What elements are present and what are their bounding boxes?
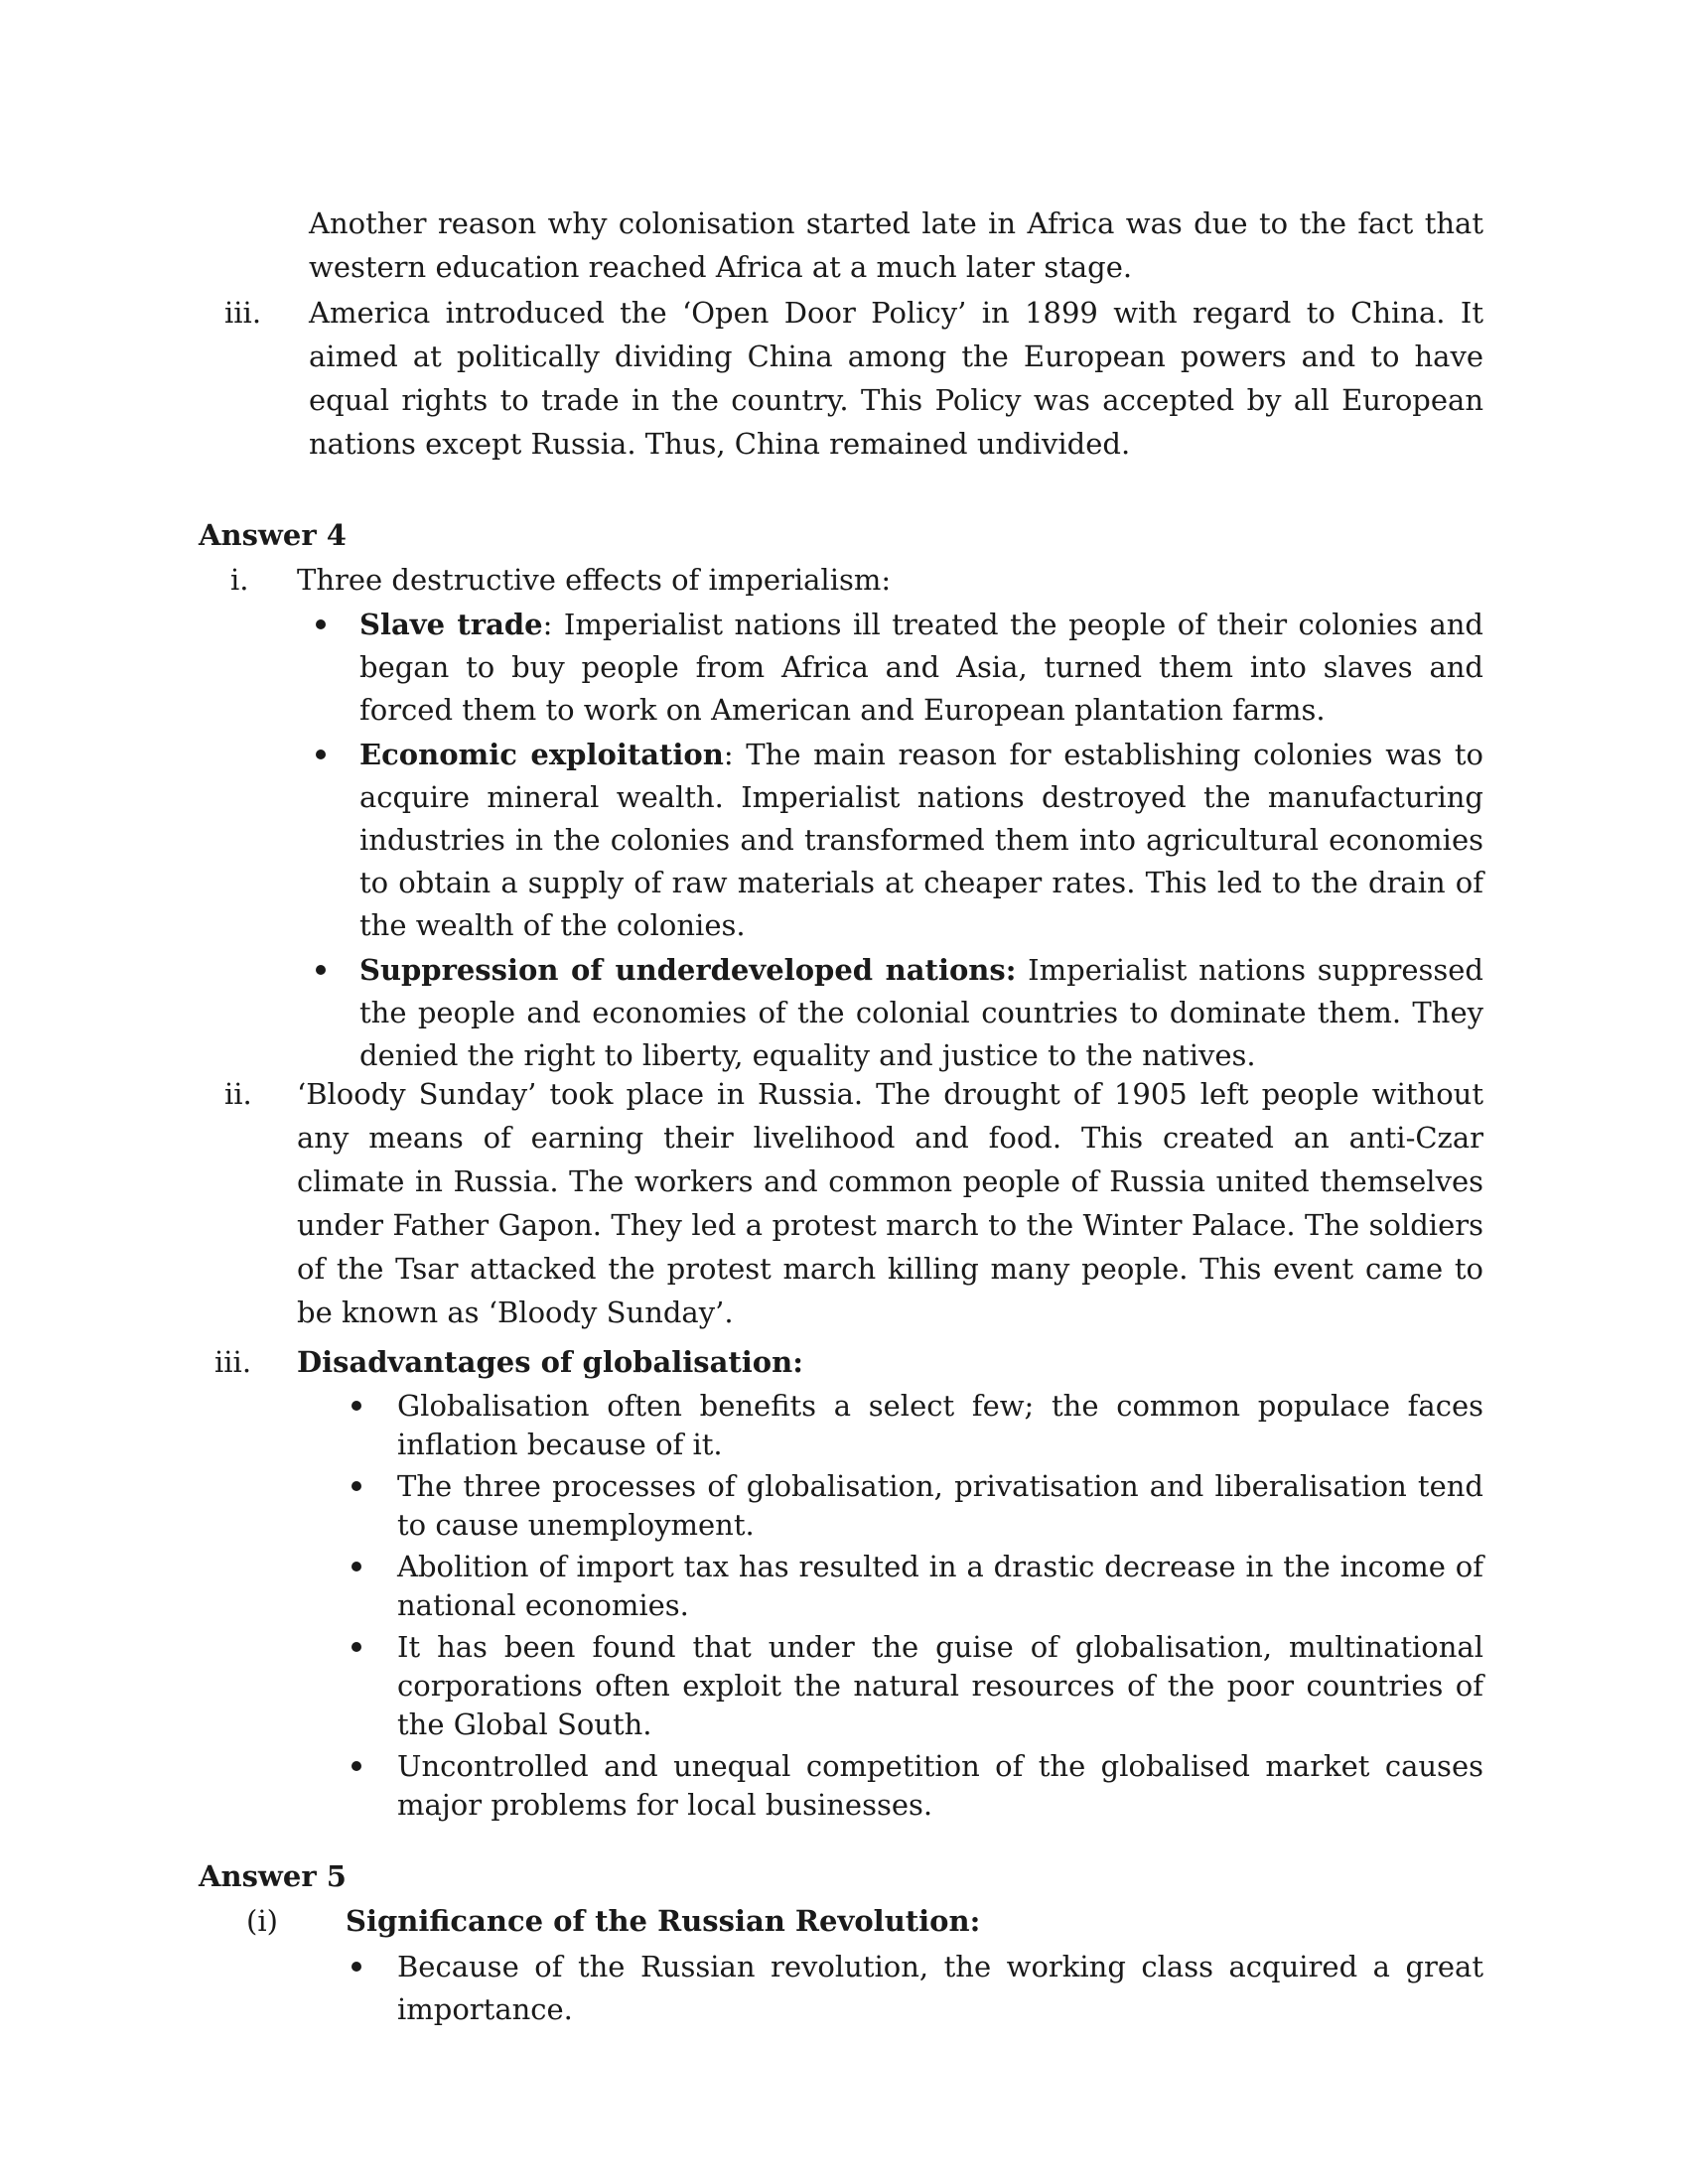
bullet-text: Abolition of import tax has resulted in a drastic decrease in the income of national economies. <box>397 1550 1483 1622</box>
bullet-dot-icon <box>352 1481 361 1491</box>
a4-item-ii-numeral: ii. <box>224 1077 252 1111</box>
a4-item-iii-title: Disadvantages of globalisation: <box>297 1345 803 1379</box>
continuation-text: Another reason why colonisation started late in Africa was due to the fact that western education reached Africa at a much later stage. <box>309 206 1483 284</box>
list-item <box>359 949 1483 1077</box>
list-item <box>359 604 1483 732</box>
bullet-text: The three processes of globalisation, privatisation and liberalisation tend to cause unemployment. <box>397 1469 1483 1542</box>
q3-item-iii-numeral: iii. <box>224 296 262 330</box>
list-item <box>397 1628 1483 1744</box>
a4-item-ii <box>199 1072 1483 1334</box>
bullet-bold-term: Slave trade <box>359 608 543 641</box>
a4-item-i <box>199 558 1483 602</box>
list-item <box>397 1548 1483 1625</box>
bullet-bold-term: Economic exploitation <box>359 738 724 771</box>
bullet-dot-icon <box>352 1761 361 1771</box>
a4-globalisation-list <box>397 1387 1483 1825</box>
list-item <box>397 1747 1483 1825</box>
a5-item-i-title: Significance of the Russian Revolution: <box>346 1904 981 1938</box>
bullet-dot-icon <box>316 750 326 759</box>
bullet-dot-icon <box>352 1962 361 1972</box>
list-item <box>359 734 1483 947</box>
bullet-text: Globalisation often benefits a select few; the common populace faces inflation because of it. <box>397 1389 1483 1461</box>
a4-item-iii-numeral: iii. <box>214 1345 252 1379</box>
answer-4-heading: Answer 4 <box>199 518 347 552</box>
list-item <box>397 1387 1483 1464</box>
bullet-text: : The main reason for establishing colonies was to acquire mineral wealth. Imperialist nations destroyed the manufacturing industries in the colonies and transformed them into agricultural economies to obtain a supply of raw materials at cheaper rates. This led to the drain of the wealth of the colonies. <box>359 738 1484 942</box>
a4-item-i-intro: Three destructive effects of imperialism: <box>297 563 892 597</box>
bullet-dot-icon <box>316 965 326 975</box>
list-item <box>397 1467 1483 1545</box>
bullet-dot-icon <box>352 1401 361 1411</box>
bullet-text: Uncontrolled and unequal competition of the globalised market causes major problems for local businesses. <box>397 1749 1483 1822</box>
a5-item-i <box>199 1899 1483 1943</box>
a4-item-iii <box>199 1340 1483 1384</box>
bullet-dot-icon <box>352 1562 361 1571</box>
bullet-bold-term: Suppression of underdeveloped nations: <box>359 953 1017 987</box>
a4-effects-list <box>359 604 1483 1077</box>
a4-item-ii-text: ‘Bloody Sunday’ took place in Russia. The drought of 1905 left people without any means of earning their livelihood and food. This created an anti-Czar climate in Russia. The workers and common people of Russia united themselves under Father Gapon. They led a protest march to the Winter Palace. The soldiers of the Tsar attacked the protest march killing many people. This event came to be known as ‘Bloody Sunday’. <box>297 1077 1483 1329</box>
continuation-paragraph <box>309 202 1483 289</box>
bullet-dot-icon <box>316 619 326 629</box>
bullet-text: : Imperialist nations ill treated the people of their colonies and began to buy people from Africa and Asia, turned them into slaves and forced them to work on American and European plantation farms. <box>359 608 1483 727</box>
q3-item-iii-text: America introduced the ‘Open Door Policy’ in 1899 with regard to China. It aimed at politically dividing China among the European powers and to have equal rights to trade in the country. This Policy was accepted by all European nations except Russia. Thus, China remained undivided. <box>309 296 1483 461</box>
q3-item-iii <box>199 291 1483 466</box>
a5-item-i-numeral: (i) <box>246 1904 278 1938</box>
bullet-dot-icon <box>352 1642 361 1652</box>
answer-5-heading: Answer 5 <box>199 1859 347 1893</box>
bullet-text: It has been found that under the guise of globalisation, multinational corporations often exploit the natural resources of the poor countries of the Global South. <box>397 1630 1483 1741</box>
bullet-text: Because of the Russian revolution, the working class acquired a great importance. <box>397 1950 1483 2026</box>
bullet-text: Imperialist nations suppressed the people and economies of the colonial countries to dominate them. They denied the right to liberty, equality and justice to the natives. <box>359 953 1483 1072</box>
list-item <box>397 1946 1483 2031</box>
a4-item-i-numeral: i. <box>230 563 249 597</box>
a5-significance-list <box>397 1946 1483 2031</box>
